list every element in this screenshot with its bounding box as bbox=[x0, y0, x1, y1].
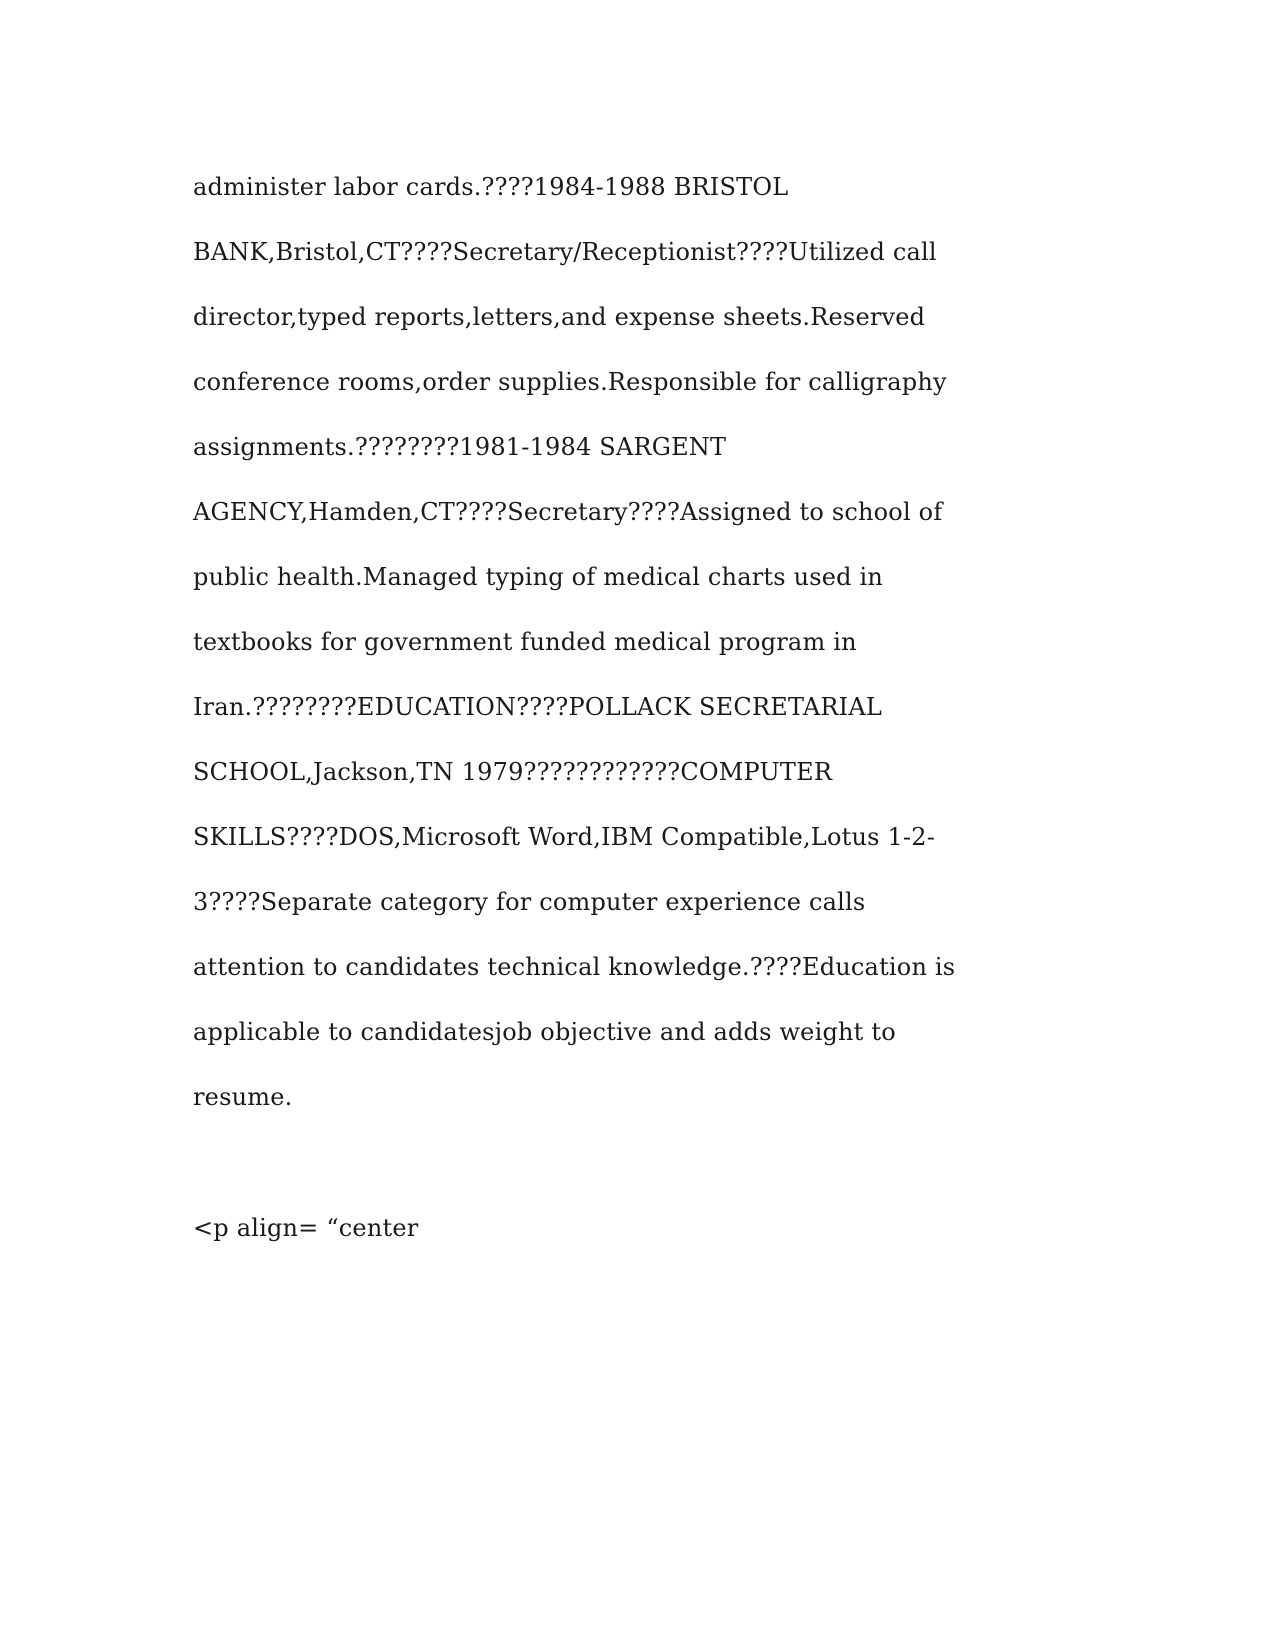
text-line: director,typed reports,letters,and expense sheets.Reserved bbox=[193, 303, 926, 331]
text-line: resume. bbox=[193, 1083, 293, 1111]
text-line: applicable to candidatesjob objective and adds weight to bbox=[193, 1018, 896, 1046]
text-line: BANK,Bristol,CT????Secretary/Receptionist????Utilized call bbox=[193, 238, 937, 266]
text-line: textbooks for government funded medical program in bbox=[193, 628, 857, 656]
text-line: attention to candidates technical knowledge.????Education is bbox=[193, 953, 956, 981]
text-line: 3????Separate category for computer experience calls bbox=[193, 888, 866, 916]
text-line: administer labor cards.????1984-1988 BRISTOL bbox=[193, 173, 789, 201]
trailing-markup-text: <p align= “center bbox=[193, 1214, 419, 1242]
resume-body-text bbox=[193, 167, 1093, 1142]
text-line: public health.Managed typing of medical charts used in bbox=[193, 563, 884, 591]
text-line: Iran.????????EDUCATION????POLLACK SECRETARIAL bbox=[193, 693, 883, 721]
text-line: SKILLS????DOS,Microsoft Word,IBM Compatible,Lotus 1-2- bbox=[193, 823, 936, 851]
text-line: AGENCY,Hamden,CT????Secretary????Assigned to school of bbox=[193, 498, 943, 526]
text-line: conference rooms,order supplies.Responsible for calligraphy bbox=[193, 368, 947, 396]
text-line: SCHOOL,Jackson,TN 1979????????????COMPUTER bbox=[193, 758, 833, 786]
text-line: assignments.????????1981-1984 SARGENT bbox=[193, 433, 727, 461]
